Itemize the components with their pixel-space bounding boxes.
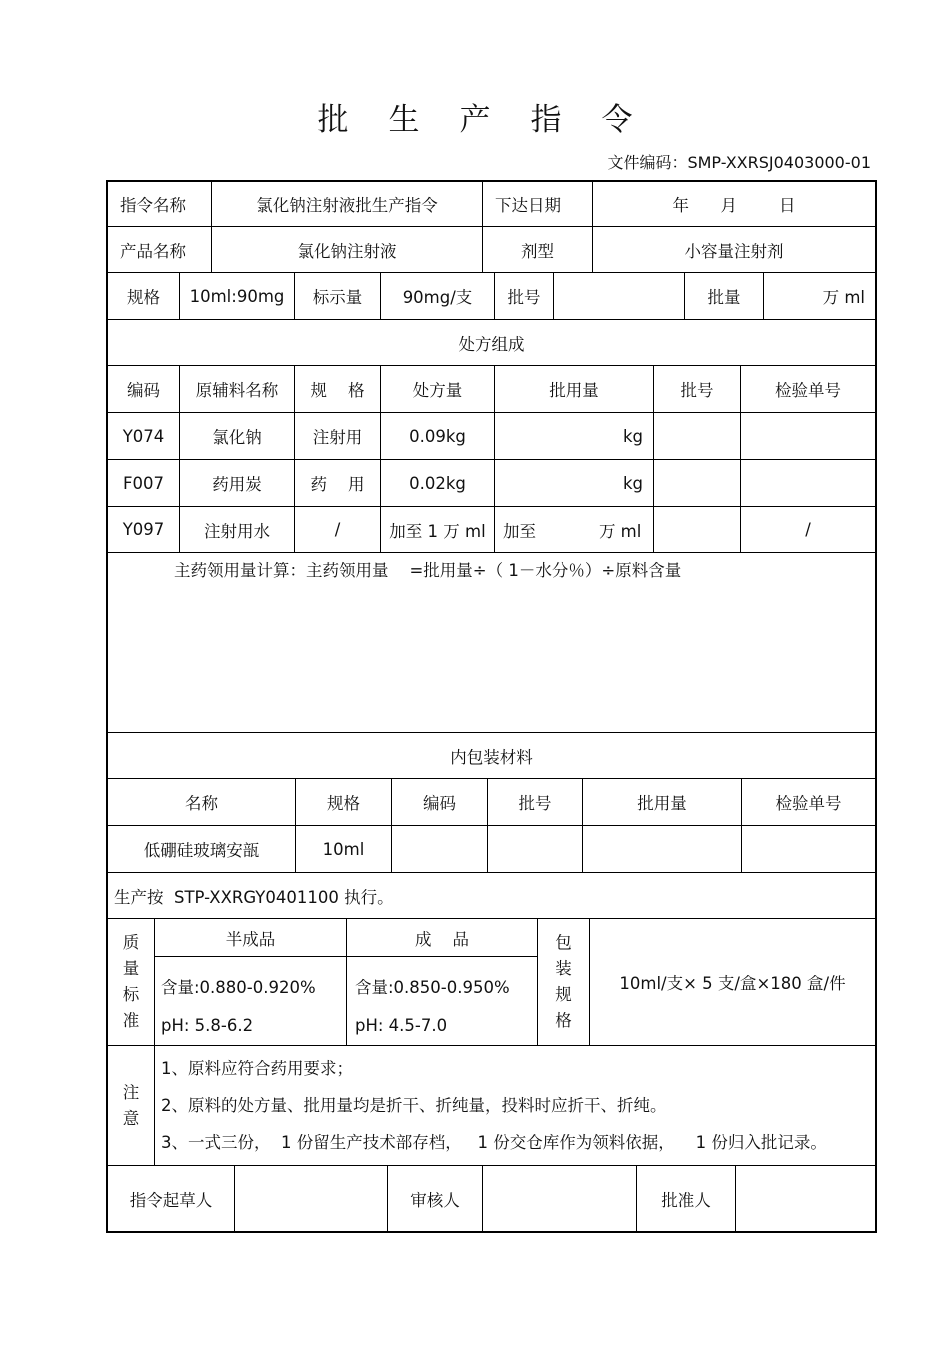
packing-label-char: 包 — [555, 933, 572, 952]
pack-col-batch-no: 批号 — [488, 779, 583, 826]
recipe-cell — [741, 460, 875, 507]
pack-cell — [392, 826, 488, 873]
recipe-row — [106, 460, 877, 507]
note-item: 3、一式三份， 1 份留生产技术部存档， 1 份交仓库作为领料依据， 1 份归入批记录。 — [161, 1133, 827, 1152]
final-product-header: 成 品 — [347, 919, 537, 957]
packaging-columns-row — [106, 779, 877, 826]
recipe-cell: / — [295, 507, 381, 553]
recipe-col-spec: 规 格 — [295, 366, 381, 413]
label-reviewer: 审核人 — [388, 1166, 483, 1233]
signature-row — [106, 1166, 877, 1233]
notes-label-char: 注 — [122, 1082, 140, 1102]
quality-label-char: 量 — [122, 959, 140, 978]
recipe-cell: kg — [495, 460, 654, 507]
production-procedure: 生产按 STP-XXRGY0401100 执行。 — [108, 873, 875, 919]
packing-spec-label — [538, 919, 590, 1046]
final-product-content: 含量:0.850-0.950% — [355, 978, 510, 997]
dosage-form: 小容量注射剂 — [593, 227, 875, 273]
recipe-cell: 0.02kg — [381, 460, 495, 507]
recipe-cell: / — [741, 507, 875, 553]
recipe-cell — [654, 507, 741, 553]
approver-signature-field[interactable] — [736, 1166, 875, 1233]
recipe-cell — [654, 413, 741, 460]
calculation-block — [106, 553, 877, 733]
batch-no — [554, 273, 685, 320]
production-row — [106, 873, 877, 919]
title-char: 令 — [601, 102, 633, 138]
label-drafter: 指令起草人 — [108, 1166, 235, 1233]
label-dosage-form: 剂型 — [483, 227, 593, 273]
packing-spec: 10ml/支× 5 支/盒×180 盒/件 — [590, 919, 875, 1046]
pack-cell: 10ml — [296, 826, 392, 873]
drafter-signature-field[interactable] — [235, 1166, 388, 1233]
spec-value: 10ml:90mg — [180, 273, 295, 320]
notes-row — [106, 1046, 877, 1166]
label-batch-no: 批号 — [495, 273, 554, 320]
recipe-header-row — [106, 320, 877, 366]
packaging-header: 内包装材料 — [108, 733, 875, 779]
packing-label-char: 规 — [555, 985, 572, 1004]
label-batch-size: 批量 — [685, 273, 764, 320]
title-char: 生 — [388, 102, 420, 138]
recipe-row — [106, 507, 877, 553]
semi-product-column — [155, 919, 347, 1046]
title-char: 产 — [459, 102, 491, 138]
recipe-cell: 药用炭 — [180, 460, 295, 507]
label-issue-date: 下达日期 — [483, 182, 593, 227]
issue-date: 年 月 日 — [593, 182, 875, 227]
packaging-header-row — [106, 733, 877, 779]
recipe-cell: 注射用 — [295, 413, 381, 460]
quality-label-char: 质 — [122, 933, 140, 952]
recipe-cell: 加至 万 ml — [495, 507, 654, 553]
title-char: 批 — [317, 102, 349, 138]
note-item: 2、原料的处方量、批用量均是折干、折纯量，投料时应折干、折纯。 — [161, 1096, 667, 1115]
packing-label-char: 格 — [555, 1011, 572, 1030]
label-product-name: 产品名称 — [108, 227, 212, 273]
final-product-ph: pH: 4.5-7.0 — [355, 1016, 448, 1035]
packing-label-char: 装 — [555, 959, 572, 978]
pack-cell — [742, 826, 875, 873]
quality-label — [108, 919, 155, 1046]
recipe-col-batch-no: 批号 — [654, 366, 741, 413]
packaging-row — [106, 826, 877, 873]
quality-label-char: 标 — [122, 985, 140, 1004]
recipe-cell: 注射用水 — [180, 507, 295, 553]
pack-col-name: 名称 — [108, 779, 296, 826]
notes-label — [108, 1046, 155, 1166]
recipe-cell: kg — [495, 413, 654, 460]
label-instruction-name: 指令名称 — [108, 182, 212, 227]
recipe-cell: 药 用 — [295, 460, 381, 507]
recipe-row — [106, 413, 877, 460]
notes-list — [155, 1046, 875, 1166]
recipe-header: 处方组成 — [108, 320, 875, 366]
recipe-col-batch-qty: 批用量 — [495, 366, 654, 413]
batch-size: 万 ml — [764, 273, 875, 320]
document-title — [0, 94, 950, 139]
final-product-column — [347, 919, 538, 1046]
quality-row — [106, 919, 877, 1046]
recipe-cell: Y074 — [108, 413, 180, 460]
reviewer-signature-field[interactable] — [483, 1166, 637, 1233]
pack-col-test-no: 检验单号 — [742, 779, 875, 826]
note-item: 1、原料应符合药用要求； — [161, 1059, 353, 1078]
labeled-amount: 90mg/支 — [381, 273, 495, 320]
recipe-cell — [741, 413, 875, 460]
recipe-cell: 氯化钠 — [180, 413, 295, 460]
quality-label-char: 准 — [122, 1011, 140, 1030]
product-name: 氯化钠注射液 — [212, 227, 483, 273]
document-code: 文件编码：SMP-XXRSJ0403000-01 — [607, 153, 871, 172]
product-row — [106, 227, 877, 273]
label-labeled-amount: 标示量 — [295, 273, 381, 320]
title-char: 指 — [530, 102, 562, 138]
recipe-columns-row — [106, 366, 877, 413]
pack-col-batch-qty: 批用量 — [583, 779, 742, 826]
recipe-cell: F007 — [108, 460, 180, 507]
semi-product-header: 半成品 — [155, 919, 346, 957]
spec-row — [106, 273, 877, 320]
pack-col-code: 编码 — [392, 779, 488, 826]
label-spec: 规格 — [108, 273, 180, 320]
recipe-col-material: 原辅料名称 — [180, 366, 295, 413]
pack-cell — [488, 826, 583, 873]
recipe-col-test-no: 检验单号 — [741, 366, 875, 413]
recipe-cell: 加至 1 万 ml — [381, 507, 495, 553]
semi-product-content: 含量:0.880-0.920% — [161, 978, 316, 997]
recipe-col-code: 编码 — [108, 366, 180, 413]
pack-cell: 低硼硅玻璃安瓿 — [108, 826, 296, 873]
label-approver: 批准人 — [637, 1166, 736, 1233]
notes-label-char: 意 — [122, 1108, 140, 1128]
recipe-cell: 0.09kg — [381, 413, 495, 460]
semi-product-ph: pH: 5.8-6.2 — [161, 1016, 254, 1035]
recipe-cell — [654, 460, 741, 507]
pack-col-spec: 规格 — [296, 779, 392, 826]
instruction-name: 氯化钠注射液批生产指令 — [212, 182, 483, 227]
recipe-col-formula-qty: 处方量 — [381, 366, 495, 413]
recipe-cell: Y097 — [108, 507, 180, 553]
calculation-formula: 主药领用量计算：主药领用量 =批用量÷（ 1－水分％）÷原料含量 — [174, 561, 682, 580]
instruction-name-row — [106, 180, 877, 227]
pack-cell — [583, 826, 742, 873]
